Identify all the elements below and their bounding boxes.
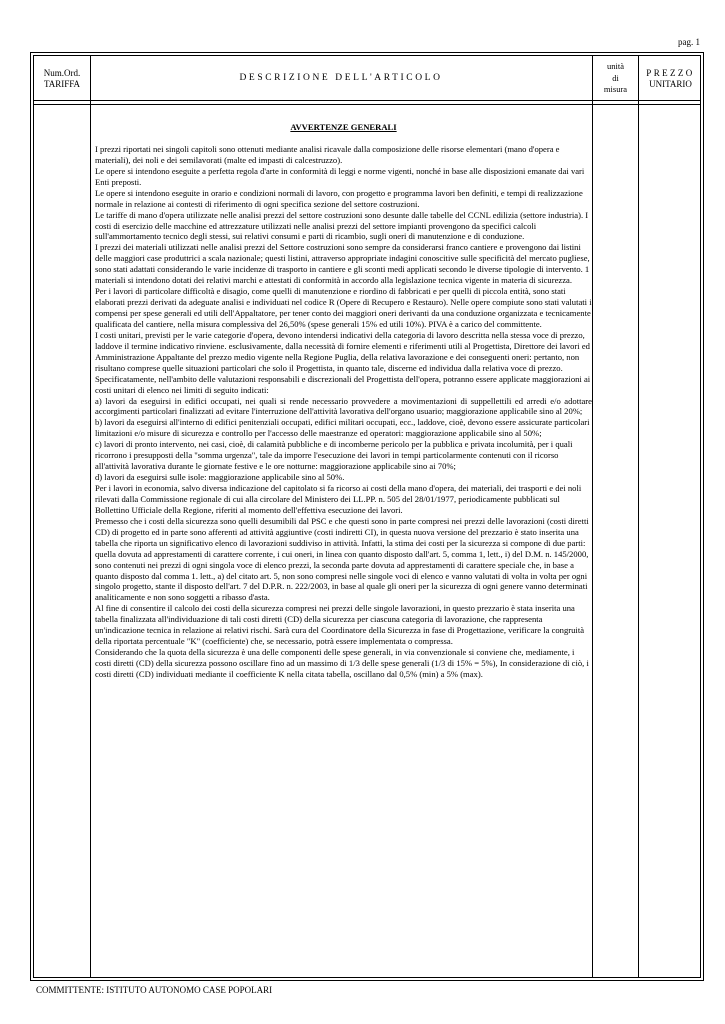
paragraph: Specificatamente, nell'ambito delle valutazioni responsabili e discrezionali del Progettista dell'opera, potranno essere applicate maggiorazioni ai costi unitari di elenco nei limiti di seguito indicati: [95, 373, 591, 395]
column-divider [90, 56, 91, 977]
paragraph: Le opere si intendono eseguite a perfetta regola d'arte in conformità di leggi e norme vigenti, nonché in base alle disposizioni emanate dai vari Enti preposti. [95, 165, 585, 187]
table-inner-border [33, 55, 701, 978]
paragraph: Per i lavori in economia, salvo diversa indicazione del capitolato si fa ricorso ai costi della mano d'opera, dei materiali, dei trasporti e dei noli rilevati dalla Commissione regionale di cui alla circolare del Ministero dei LL.PP. n. 505 del 28/01/1977, periodicamente pubblicati sul Bollettino Ufficiale della Regione, riferiti al momento dell'effettiva esecuzione dei lavori. [95, 483, 582, 515]
price-list-table [30, 52, 704, 981]
header-unita-misura: unità di misura [603, 61, 628, 94]
footer-committente: COMMITTENTE: ISTITUTO AUTONOMO CASE POPOLARI [36, 985, 273, 995]
paragraph: Le tariffe di mano d'opera utilizzate nelle analisi prezzi del settore costruzioni sono desunte dalle tabelle del CCNL edilizia (settore industria). I costi di esercizio delle macchine ed attrezzature utilizzati nelle analisi prezzi del settore impianti provengono da specifici calcoli sull'ammortamento tecnico degli stessi, sui relativi consumi e parti di ricambio, sugli oneri di manutenzione e di conduzione. [95, 209, 589, 242]
column-divider [592, 56, 593, 977]
page-number: pag. 1 [678, 37, 700, 47]
paragraph: a) lavori da eseguirsi in edifici occupati, nei quali si rende necessario provvedere a movimentazioni di suppellettili ed arredi e/o adottare accorgimenti particolari finalizzati ad evitare l'interruzione dell'attività lavorativa dell'organo usuario; maggiorazione applicabile sino al 20%; [95, 395, 592, 417]
paragraph: d) lavori da eseguirsi sulle isole: maggiorazione applicabile sino al 50%. [95, 472, 345, 483]
paragraph: Al fine di consentire il calcolo dei costi della sicurezza compresi nei prezzi delle singole lavorazioni, in questo prezzario è stata inserita una tabella finalizzata all'individuazione di tali costi diretti (CD) della sicurezza per ciascuna categoria di lavorazione, che rappresenta un'indicazione tecnica in relazione ai relativi rischi. Sarà cura del Coordinatore della Sicurezza in fase di Progettazione, verificare la congruità della riportata percentuale "K" (coefficiente) che, se necessario, potrà essere implementata o compressa. [95, 603, 585, 647]
header-divider [34, 104, 700, 105]
general-notes [95, 122, 592, 680]
paragraph: I prezzi riportati nei singoli capitoli sono ottenuti mediante analisi ricavale dalla composizione delle risorse elementari (mano d'opera e materiali), dei noli e dei semilavorati (malte ed impasti di calcestruzzo). [95, 143, 560, 165]
column-divider [638, 56, 639, 977]
section-title: AVVERTENZE GENERALI [290, 122, 397, 132]
paragraph: I prezzi dei materiali utilizzati nelle analisi prezzi del Settore costruzioni sono sempre da considerarsi franco cantiere e provengono dai listini delle maggiori case produttrici a scala nazionale; questi listini, attraverso appropriate indagini conoscitive sulle specificità del mercato pugliese, sono stati adattati considerando le varie incidenze di trasporto in cantiere e gli sconti medi applicati secondo le diverse tipologie di intervento. 1 materiali si intendono dotati dei relativi marchi e attestati di conformità in accordo alla legislazione tecnica vigente in materia di sicurezza. [95, 242, 590, 286]
header-divider [34, 100, 700, 101]
paragraph: c) lavori di pronto intervento, nei casi, cioè, di calamità pubbliche e di incomberne pericolo per la pubblica e privata incolumità, per i quali ricorrono i presupposti della "somma urgenza", tale da imporre l'esecuzione dei lavori in tempi particolarmente contenuti con il ricorso all'attività lavorativa durante le giornate festive e le ore notturne: maggiorazione applicabile sino ai 70%; [95, 439, 573, 472]
paragraph: Le opere si intendono eseguite in orario e condizioni normali di lavoro, con progetto e programma lavori ben definiti, e tempi di realizzazione normale in relazione ai contesti di riferimento di ogni specifica sezione del settore costruzioni. [95, 187, 583, 209]
paragraph: I costi unitari, previsti per le varie categorie d'opera, devono intendersi indicativi della categoria di lavoro descritta nella stessa voce di prezzo, laddove il termine indicativo rinviene. esclusivamente, dalla necessità di fornire elementi e riferimenti utili al Progettista, Direttore dei lavori ed Amministrazione Appaltante del prezzo medio vigente nella Regione Puglia, della relativa lavorazione e dei conseguenti oneri: pertanto, non risultano comprese quelle situazioni particolari che solo il Progettista, in quanto tale, discerne ed individua dalla relativa voce di prezzo. [95, 329, 590, 373]
paragraph: Premesso che i costi della sicurezza sono quelli desumibili dal PSC e che questi sono in parte compresi nei prezzi delle lavorazioni (costi diretti CD) di progetto ed in parte sono afferenti ad attività aggiuntive (costi indiretti CI), in questa nuova versione del prezzario è stato inserita una tabella che riporta un significativo elenco di lavorazioni suddiviso in attività. Infatti, la stima dei costi per la sicurezza si compone di due parti: quella dovuta ad apprestamenti di carattere corrente, i cui oneri, in linea con quanto disposto dall'art. 5, comma 1, lett., i) del D.M. n. 145/2000, sono contenuti nei prezzi di ogni singola voce di elenco prezzi, la seconda parte dovuta ad apprestamenti di carattere speciale che, in base a quanto disposto dal comma 1. lett., a) del citato art. 5, non sono compresi nelle singole voci di elenco e vanno valutati di volta in volta per ogni singolo progetto, stante il disposto dell'art. 7 del D.P.R. n. 222/2003, in base al quale gli oneri per la sicurezza di ogni genere vanno determinati analiticamente e non sono soggetti a ribasso d'asta. [95, 515, 589, 603]
paragraph: Considerando che la quota della sicurezza è una delle componenti delle spese generali, in via convenzionale si conviene che, mediamente, i costi diretti (CD) della sicurezza possono oscillare fino ad un massimo di 1/3 delle spese generali (1/3 di 15% = 5%), In considerazione di ciò, i costi diretti (CD) individuati mediante il coefficiente K nella citata tabella, oscillano dal 0,5% (min) a 5% (max). [95, 647, 589, 679]
header-num-ord: Num.Ord. TARIFFA [43, 68, 81, 89]
header-descrizione: DESCRIZIONE DELL'ARTICOLO [239, 73, 443, 83]
header-prezzo-unitario: PREZZO UNITARIO [646, 68, 695, 89]
paragraph: Per i lavori di particolare difficoltà e disagio, come quelli di manutenzione e riordino di fabbricati e per quelli di piccola entità, sono stati elaborati prezzi derivati da adeguate analisi e individuati nel codice R (Opere di Recupero e Restauro). Nelle opere compiute sono stati valutati i compensi per spese generali ed utili dell'Appaltatore, per tener conto dei maggiori oneri derivanti da una conduzione organizzata e tecnicamente qualificata del cantiere, nella misura complessiva del 26,50% (spese generali 15% ed utili 10%). PIVA è a carico del committente. [95, 286, 592, 329]
paragraph: b) lavori da eseguirsi all'interno di edifici penitenziali occupati, edifici militari occupati, ecc., laddove, cioè, devono essere assicurate particolari limitazioni e/o misure di sicurezza e controllo per l'accesso delle maestranze ed operatori: maggiorazione applicabile sino al 50%; [95, 417, 590, 439]
